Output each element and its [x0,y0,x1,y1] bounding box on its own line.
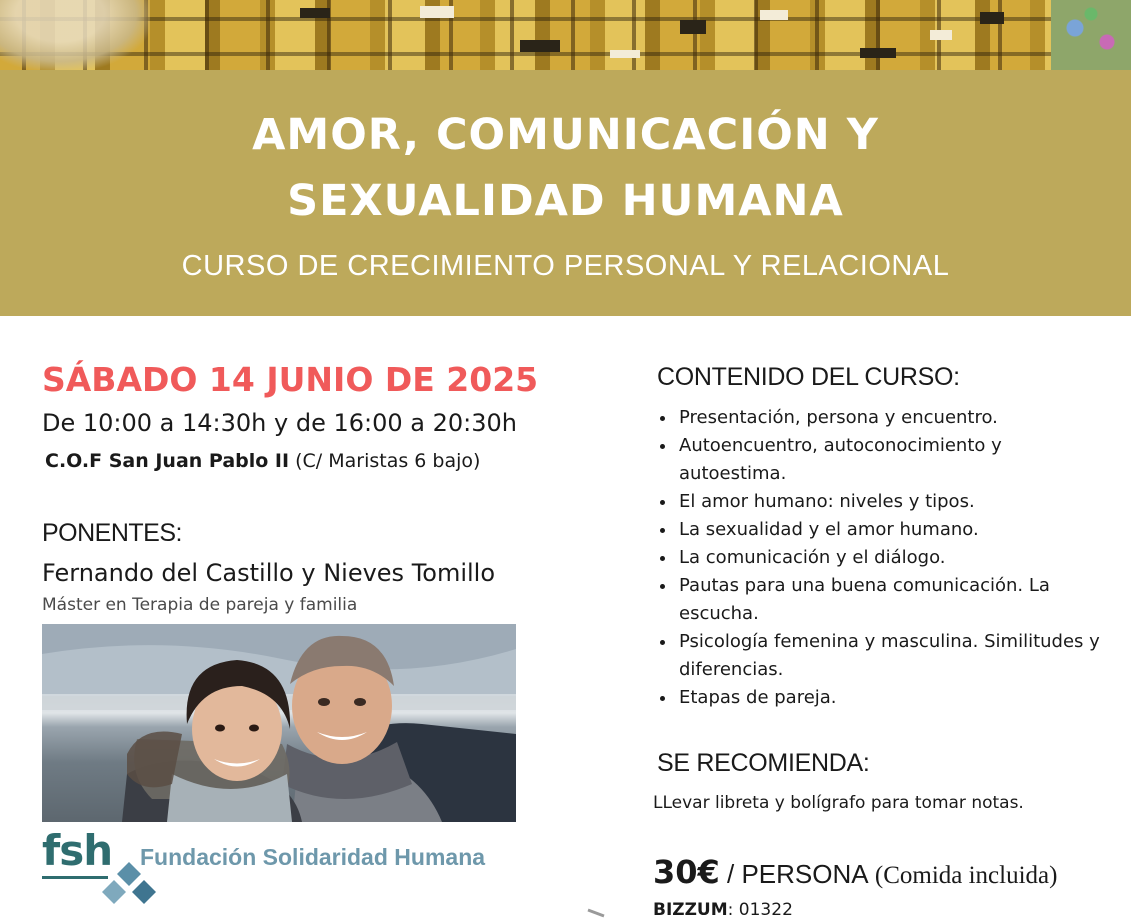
organization-logo [42,826,542,912]
price-note: (Comida incluida) [868,862,1058,889]
list-item: • Autoencuentro, autoconocimiento y autoestima. [677,432,1107,488]
speakers-credential: Máster en Terapia de pareja y familia [42,595,358,615]
course-title-line-1: AMOR, COMUNICACIÓN Y [252,110,879,160]
content-list [655,404,1107,712]
bizzum-info [653,898,793,922]
speakers-photo [42,624,516,822]
course-title-line-2: SEXUALIDAD HUMANA [287,176,844,226]
course-subtitle: CURSO DE CRECIMIENTO PERSONAL Y RELACIONAL [181,250,950,282]
list-item: • El amor humano: niveles y tipos. [677,488,1107,516]
list-item: • Presentación, persona y encuentro. [677,404,1107,432]
recommendation-heading: SE RECOMIENDA: [657,749,870,777]
speakers-heading: PONENTES: [42,519,182,547]
speakers-names: Fernando del Castillo y Nieves Tomillo [42,559,496,587]
organization-name: Fundación Solidaridad Humana [140,844,486,870]
bizzum-label: BIZZUM [653,900,728,920]
list-item: • Pautas para una buena comunicación. La escucha. [677,572,1107,628]
price-amount: 30€ [653,853,720,891]
list-item: • La comunicación y el diálogo. [677,544,1107,572]
list-item: • La sexualidad y el amor humano. [677,516,1107,544]
list-item: • Etapas de pareja. [677,684,1107,712]
price [653,850,1057,900]
venue-address: (C/ Maristas 6 bajo) [295,450,481,472]
bizzum-value: : 01322 [727,900,793,920]
event-hours: De 10:00 a 14:30h y de 16:00 a 20:30h [42,409,517,437]
arrow-icon [586,906,608,918]
content-heading: CONTENIDO DEL CURSO: [657,363,960,391]
header-artwork [0,0,1131,70]
fsh-logo-text: fsh [42,826,113,875]
event-venue [45,446,480,476]
list-item: • Psicología femenina y masculina. Similitudes y diferencias. [677,628,1107,684]
event-date: SÁBADO 14 JUNIO DE 2025 [42,360,539,399]
recommendation-text: LLevar libreta y bolígrafo para tomar notas. [653,793,1024,813]
title-banner [0,70,1131,316]
price-per: / PERSONA [719,859,869,889]
venue-name: C.O.F San Juan Pablo II [45,450,290,472]
